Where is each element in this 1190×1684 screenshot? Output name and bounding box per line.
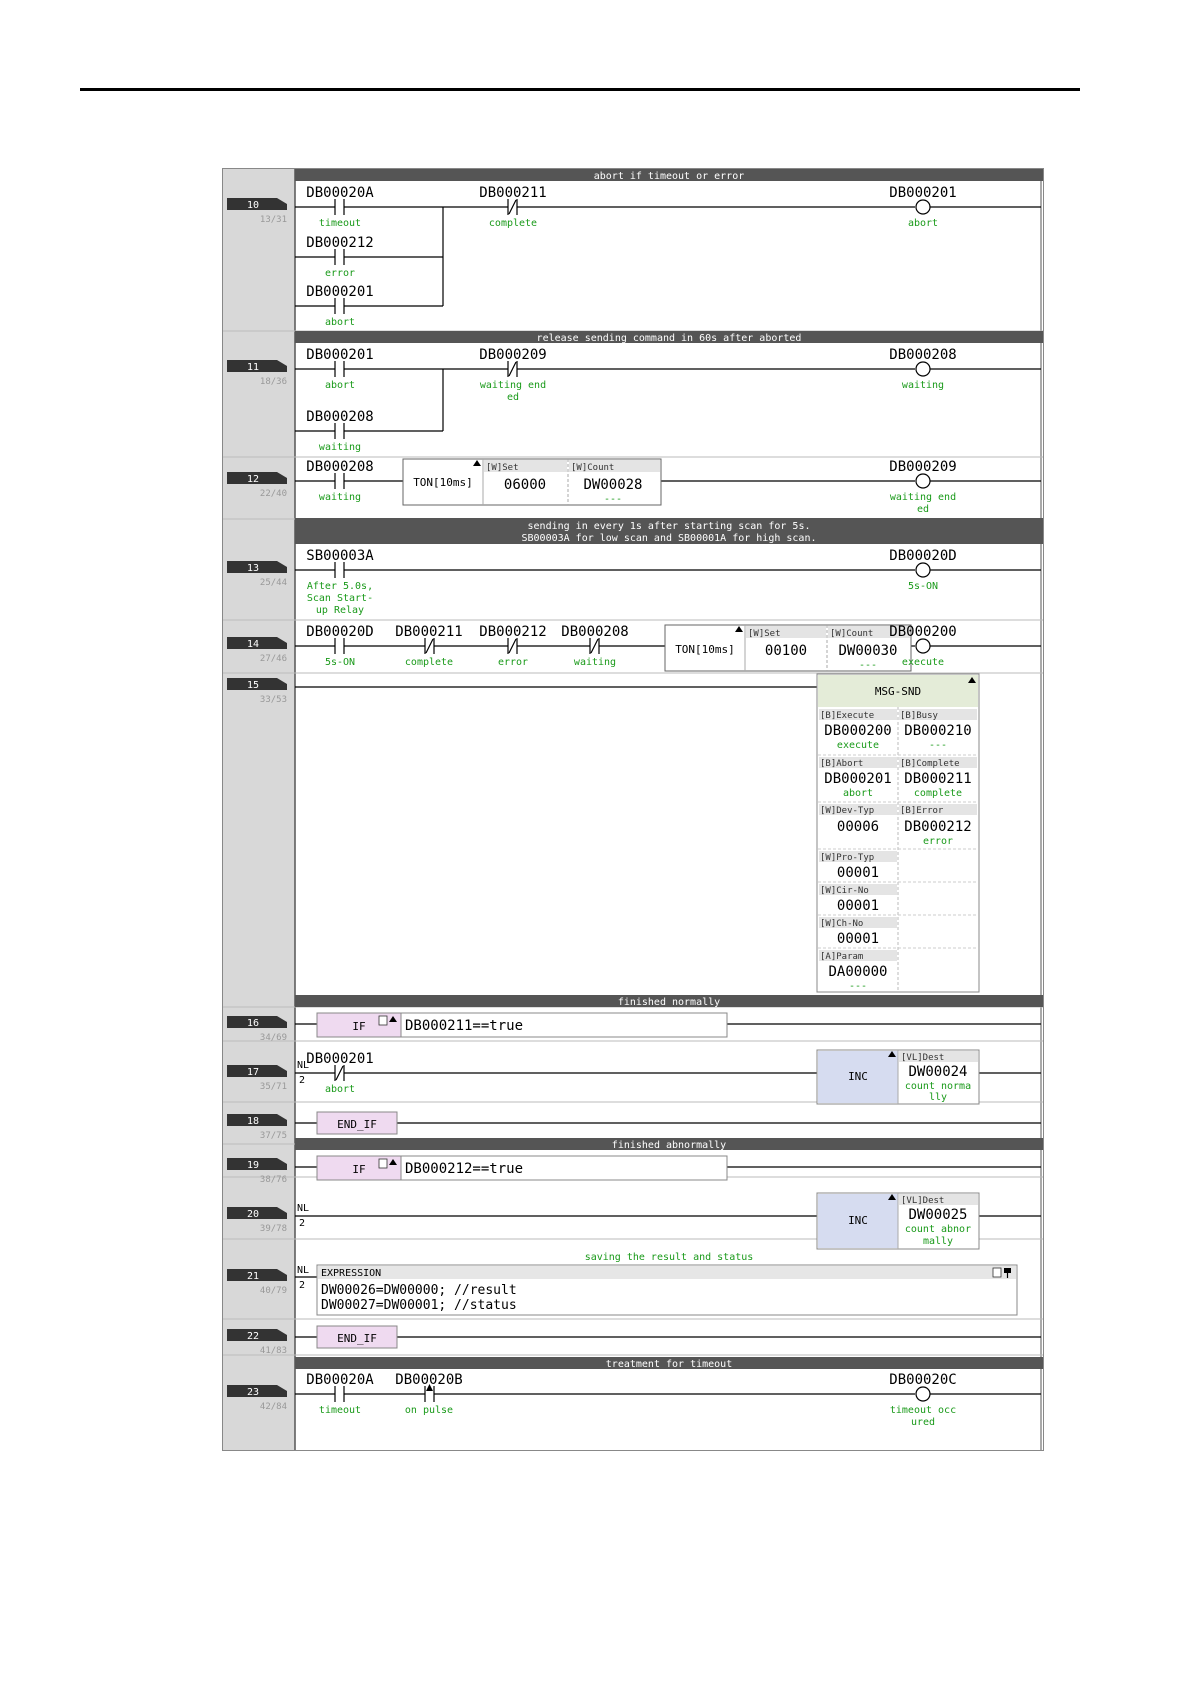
label-complete-r14: complete (404, 657, 454, 668)
comment-rung-23: treatment for timeout (605, 1359, 733, 1370)
rung-number: 14 (246, 639, 260, 650)
comment-rung-13-line2: SB00003A for low scan and SB00001A for high scan. (521, 533, 817, 544)
msg-cirno-value[interactable]: 00001 (836, 898, 880, 914)
inc-dest-value-r17[interactable]: DW00024 (908, 1064, 968, 1080)
rung-step-ratio: 37/75 (259, 1131, 287, 1141)
addr-DB000201-coil-r10: DB000201 (889, 185, 957, 201)
comment-rung-13-line1: sending in every 1s after starting scan for 5s. (527, 521, 811, 532)
label-timeout-r10: timeout (318, 218, 362, 229)
rung-step-ratio: 39/78 (259, 1224, 287, 1234)
rung-step-ratio: 40/79 (259, 1286, 287, 1296)
label-abort-r17: abort (324, 1084, 356, 1095)
label-waiting-r11: waiting (318, 442, 362, 453)
inc-dest-label-r17: [VL]Dest (901, 1053, 945, 1063)
addr-DB000201-r10: DB000201 (306, 284, 374, 300)
label-complete-r10: complete (488, 218, 538, 229)
ton-name-r12: TON[10ms] (413, 476, 473, 489)
addr-DB00020C-coil-r23: DB00020C (889, 1372, 957, 1388)
ton-set-value-r14: 00100 (764, 643, 808, 659)
addr-DB000208-r14: DB000208 (561, 624, 629, 640)
msg-param-comment: --- (848, 981, 868, 992)
comment-rung-11: release sending command in 60s after aborted (536, 333, 802, 344)
rung-11[interactable] (295, 361, 1041, 439)
msg-execute-comment: execute (836, 740, 880, 751)
endif-block-r18[interactable] (317, 1112, 397, 1134)
rung-step-ratio: 33/53 (259, 695, 287, 705)
addr-DB000209-r11: DB000209 (479, 347, 547, 363)
msg-chno-label: [W]Ch-No (820, 919, 864, 929)
msg-error-comment: error (922, 836, 954, 847)
addr-DB000211-r10: DB000211 (479, 185, 547, 201)
label-on-pulse-r23: on pulse (404, 1405, 454, 1416)
label-5s-on-r14: 5s-ON (324, 657, 356, 668)
label-waiting-r14: waiting (573, 657, 617, 668)
msg-busy-label: [B]Busy (900, 711, 938, 721)
expression-line-2[interactable]: DW00027=DW00001; //status (321, 1298, 517, 1313)
comment-rung-21: saving the result and status (584, 1252, 754, 1263)
addr-DB000208-r12: DB000208 (306, 459, 374, 475)
inc-comment-2-r20: mally (922, 1236, 954, 1247)
if-block-r19[interactable] (317, 1156, 727, 1180)
addr-DB000208-r11: DB000208 (306, 409, 374, 425)
rung-23[interactable] (295, 1386, 1041, 1402)
label-waiting-end-coil-r12: waiting end (889, 492, 957, 503)
ladder-editor (222, 168, 1044, 1451)
label-waiting-end-r11: waiting end (479, 380, 547, 391)
ton-count-value-r12: DW00028 (583, 477, 643, 493)
rung-step-ratio: 27/46 (259, 654, 287, 664)
inc-dest-value-r20[interactable]: DW00025 (908, 1207, 968, 1223)
label-waiting-end-2-r11: ed (506, 392, 520, 403)
label-startup-2-r13: Scan Start- (306, 593, 374, 604)
expression-line-1[interactable]: DW00026=DW00000; //result (321, 1283, 517, 1298)
rung-number: 18 (246, 1116, 260, 1127)
ton-set-label-r14: [W]Set (748, 629, 781, 639)
addr-DB000208-coil-r11: DB000208 (889, 347, 957, 363)
msg-param-value[interactable]: DA00000 (828, 964, 888, 980)
label-5s-on-coil-r13: 5s-ON (907, 581, 939, 592)
rung-number: 13 (246, 563, 260, 574)
rung-number: 11 (246, 362, 260, 373)
if-keyword-r16: IF (352, 1020, 366, 1033)
comment-rung-16: finished normally (617, 997, 721, 1008)
label-abort-r11: abort (324, 380, 356, 391)
rung-number: 20 (246, 1209, 260, 1220)
label-timeout-occ-1-r23: timeout occ (889, 1405, 957, 1416)
rung-number: 10 (246, 200, 260, 211)
page-top-rule (80, 88, 1080, 91)
ton-set-value-r12: 06000 (503, 477, 547, 493)
if-condition-r16[interactable]: DB000211==true (405, 1018, 524, 1034)
addr-DB000200-coil-r14: DB000200 (889, 624, 957, 640)
endif-keyword-r18: END_IF (337, 1118, 377, 1131)
msg-execute-value[interactable]: DB000200 (824, 723, 892, 739)
comment-rung-19: finished abnormally (611, 1140, 727, 1151)
rung-step-ratio: 13/31 (259, 215, 287, 225)
msg-cirno-label: [W]Cir-No (820, 886, 869, 896)
msg-busy-value[interactable]: DB000210 (904, 723, 972, 739)
msg-snd-block[interactable] (817, 674, 979, 992)
label-waiting-r12: waiting (318, 492, 362, 503)
rung-number: 15 (246, 680, 260, 691)
rung-number: 19 (246, 1160, 260, 1171)
addr-DB00020B-r23: DB00020B (395, 1372, 463, 1388)
rung-number: 23 (246, 1387, 260, 1398)
ton-count-label-r14: [W]Count (830, 629, 874, 639)
label-waiting-coil-r11: waiting (901, 380, 945, 391)
addr-DB000209-coil-r12: DB000209 (889, 459, 957, 475)
rung-number: 21 (246, 1271, 260, 1282)
ton-count-value-r14: DW00030 (838, 643, 898, 659)
label-error-r14: error (497, 657, 529, 668)
rung-step-ratio: 25/44 (259, 578, 287, 588)
nl-level-r20: 2 (299, 1218, 306, 1229)
addr-DB00020D-r14: DB00020D (306, 624, 374, 640)
msg-complete-value[interactable]: DB000211 (904, 771, 972, 787)
label-error-r10: error (324, 268, 356, 279)
if-condition-r19[interactable]: DB000212==true (405, 1161, 524, 1177)
document-icon[interactable] (993, 1268, 1001, 1277)
nl-label-r21: NL (297, 1265, 310, 1276)
pin-icon[interactable] (1004, 1268, 1011, 1273)
ton-name-r14: TON[10ms] (675, 643, 735, 656)
msg-devtyp-label: [W]Dev-Typ (820, 806, 875, 816)
rung-step-ratio: 42/84 (259, 1402, 287, 1412)
addr-DB000212-r10: DB000212 (306, 235, 374, 251)
msg-busy-comment: --- (928, 740, 948, 751)
rung-number: 12 (246, 474, 260, 485)
msg-execute-label: [B]Execute (820, 711, 875, 721)
msg-abort-comment: abort (842, 788, 874, 799)
if-block-r16[interactable] (317, 1013, 727, 1037)
document-icon[interactable] (379, 1016, 387, 1025)
expression-block[interactable] (317, 1265, 1017, 1315)
label-execute-coil-r14: execute (901, 657, 945, 668)
nl-level-r21: 2 (299, 1280, 306, 1291)
msg-error-label: [B]Error (900, 806, 944, 816)
expression-title: EXPRESSION (321, 1268, 382, 1279)
endif-keyword-r22: END_IF (337, 1332, 377, 1345)
rung-step-ratio: 41/83 (259, 1346, 287, 1356)
label-abort-r10: abort (324, 317, 356, 328)
msg-error-value[interactable]: DB000212 (904, 819, 972, 835)
rung-number: 17 (246, 1067, 260, 1078)
addr-SB00003A-r13: SB00003A (306, 548, 374, 564)
inc-name-r20: INC (848, 1214, 868, 1227)
if-keyword-r19: IF (352, 1163, 366, 1176)
ton-block-r12[interactable] (403, 459, 661, 505)
addr-DB000211-r14: DB000211 (395, 624, 463, 640)
msg-abort-label: [B]Abort (820, 759, 864, 769)
label-startup-3-r13: up Relay (315, 605, 365, 616)
msg-abort-value[interactable]: DB000201 (824, 771, 892, 787)
inc-block-r17[interactable] (817, 1050, 979, 1104)
inc-comment-1-r20: count abnor (904, 1224, 972, 1235)
label-startup-1-r13: After 5.0s, (306, 581, 374, 592)
ton-count-comment-r14: --- (858, 660, 878, 671)
ton-set-label-r12: [W]Set (486, 463, 519, 473)
addr-DB00020D-coil-r13: DB00020D (889, 548, 957, 564)
addr-DB000201-r17: DB000201 (306, 1051, 374, 1067)
rung-step-ratio: 18/36 (259, 377, 287, 387)
endif-block-r22[interactable] (317, 1326, 397, 1348)
rung-number: 16 (246, 1018, 260, 1029)
nl-level-r17: 2 (299, 1075, 306, 1086)
msg-devtyp-value[interactable]: 00006 (836, 819, 880, 835)
nl-label-r17: NL (297, 1060, 310, 1071)
rung-step-ratio: 38/76 (259, 1175, 287, 1185)
msg-chno-value[interactable]: 00001 (836, 931, 880, 947)
inc-comment-2-r17: lly (928, 1092, 948, 1103)
msg-protyp-value[interactable]: 00001 (836, 865, 880, 881)
inc-comment-1-r17: count norma (904, 1081, 972, 1092)
label-waiting-end-2-coil-r12: ed (916, 504, 930, 515)
label-timeout-occ-2-r23: ured (910, 1417, 936, 1428)
nl-label-r20: NL (297, 1203, 310, 1214)
rung-10[interactable] (295, 199, 1041, 314)
label-timeout-r23: timeout (318, 1405, 362, 1416)
msg-protyp-label: [W]Pro-Typ (820, 853, 875, 863)
label-abort-coil-r10: abort (907, 218, 939, 229)
msg-complete-label: [B]Complete (900, 759, 960, 769)
msg-param-label: [A]Param (820, 952, 864, 962)
rung-step-ratio: 22/40 (259, 489, 287, 499)
ton-block-r14[interactable] (665, 625, 911, 671)
ton-count-comment-r12: --- (603, 494, 623, 505)
addr-DB00020A-r10: DB00020A (306, 185, 374, 201)
addr-DB000201-r11: DB000201 (306, 347, 374, 363)
inc-block-r20[interactable] (817, 1193, 979, 1249)
msg-snd-title: MSG-SND (874, 685, 922, 698)
rung-13[interactable] (295, 562, 1041, 578)
ton-count-label-r12: [W]Count (571, 463, 615, 473)
rung-step-ratio: 34/69 (259, 1033, 287, 1043)
msg-complete-comment: complete (913, 788, 963, 799)
comment-rung-10: abort if timeout or error (593, 171, 745, 182)
inc-dest-label-r20: [VL]Dest (901, 1196, 945, 1206)
rung-number: 22 (246, 1331, 260, 1342)
addr-DB00020A-r23: DB00020A (306, 1372, 374, 1388)
inc-name-r17: INC (848, 1070, 868, 1083)
rung-step-ratio: 35/71 (259, 1082, 287, 1092)
document-icon[interactable] (379, 1159, 387, 1168)
addr-DB000212-r14: DB000212 (479, 624, 547, 640)
